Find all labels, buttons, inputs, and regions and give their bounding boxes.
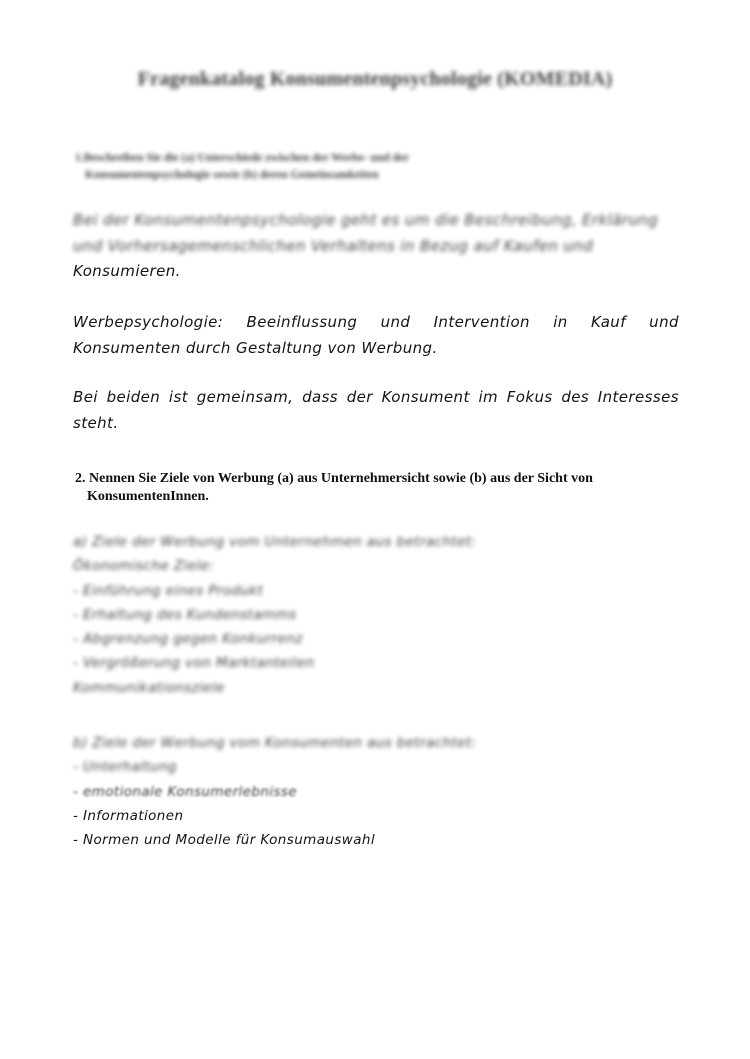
answer-1-blur-line-1: Bei der Konsumentenpsychologie geht es um die Beschreibung, Erklärung	[73, 211, 659, 229]
question-2	[75, 470, 685, 506]
answer-2a-line: - Vergrößerung von Marktanteilen	[73, 655, 315, 672]
answer-2b-line: - Normen und Modelle für Konsumauswahl	[73, 832, 375, 849]
werbe-word: und	[649, 313, 679, 331]
question-1	[75, 150, 545, 184]
answer-1-clear-line: Konsumieren.	[73, 262, 181, 280]
answer-2a-blurred	[73, 530, 573, 700]
common-line-1	[73, 384, 679, 410]
answer-2a-line: - Einführung eines Produkt	[73, 582, 264, 599]
answer-1-gemeinsamkeiten	[73, 384, 679, 436]
question-2-line-2: KonsumentenInnen.	[87, 489, 209, 504]
answer-2a-line: - Erhaltung des Kundenstamms	[73, 606, 297, 623]
question-1-line-2: Konsumentenpsychologie sowie (b) deren Gemeinsamkeiten	[85, 169, 379, 181]
answer-2b	[73, 731, 573, 852]
answer-2b-line: - Unterhaltung	[73, 759, 177, 776]
common-word: Bei	[73, 388, 98, 406]
werbe-word: in	[553, 313, 568, 331]
werbe-line-2: Konsumenten durch Gestaltung von Werbung.	[73, 339, 438, 357]
answer-2a-line: a) Ziele der Werbung vom Unternehmen aus betrachtet:	[73, 534, 477, 550]
common-word: dass	[302, 388, 339, 406]
common-word: Interesses	[597, 388, 679, 406]
answer-2a-line: - Abgrenzung gegen Konkurrenz	[73, 631, 303, 648]
werbe-word: und	[380, 313, 411, 331]
question-1-line-1: 1.Beschreiben Sie die (a) Unterschiede zwischen der Werbe- und der	[75, 152, 410, 164]
werbe-word: Beeinflussung	[246, 313, 358, 331]
question-2-line-1: 2. Nennen Sie Ziele von Werbung (a) aus Unternehmersicht sowie (b) aus der Sicht von	[75, 471, 593, 486]
answer-1-blurred	[73, 207, 679, 259]
answer-2a-line: Ökonomische Ziele:	[73, 558, 215, 575]
common-word: des	[561, 388, 590, 406]
answer-2a-line: Kommunikationsziele	[73, 679, 225, 696]
answer-2b-line: b) Ziele der Werbung vom Konsumenten aus betrachtet:	[73, 735, 477, 751]
common-word: Konsument	[381, 388, 470, 406]
common-line-2: steht.	[73, 414, 119, 432]
answer-1-werbepsychologie	[73, 309, 679, 361]
document-title: Fragenkatalog Konsumentenpsychologie (KOMEDIA)	[137, 68, 613, 90]
werbe-line-1	[73, 309, 679, 335]
common-word: der	[346, 388, 373, 406]
answer-2b-line: - emotionale Konsumerlebnisse	[73, 783, 298, 800]
common-word: Fokus	[506, 388, 553, 406]
common-word: ist	[168, 388, 188, 406]
common-word: gemeinsam,	[196, 388, 294, 406]
common-word: beiden	[106, 388, 161, 406]
werbe-word: Werbepsychologie:	[73, 313, 224, 331]
common-word: im	[478, 388, 499, 406]
werbe-word: Kauf	[591, 313, 626, 331]
answer-1-blur-line-2: und Vorhersagemenschlichen Verhaltens in Bezug auf Kaufen und	[73, 237, 594, 255]
werbe-word: Intervention	[433, 313, 530, 331]
answer-2b-line: - Informationen	[73, 807, 184, 824]
